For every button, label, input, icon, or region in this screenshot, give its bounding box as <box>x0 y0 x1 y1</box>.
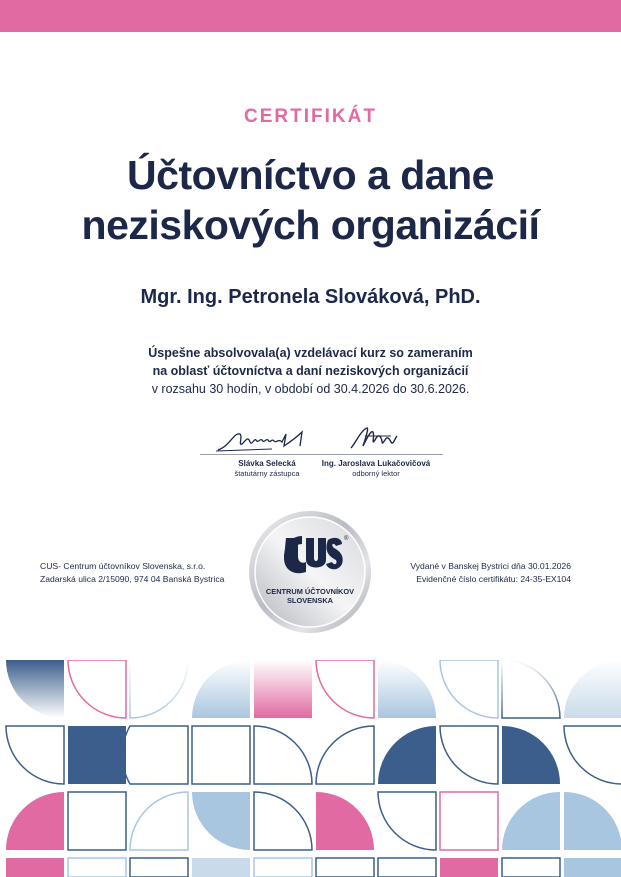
decorative-pattern <box>0 660 621 877</box>
course-title-line-2: neziskových organizácií <box>81 202 540 248</box>
recipient-name: Mgr. Ing. Petronela Slováková, PhD. <box>140 286 481 308</box>
seal-text-line-2: SLOVENSKA <box>287 596 333 605</box>
description-line-3: v rozsahu 30 hodín, v období od 30.4.2026 do 30.6.2026. <box>151 382 470 396</box>
signatory-role: odborný lektor <box>352 469 400 478</box>
issuer-info <box>40 560 224 586</box>
cus-seal-logo <box>248 510 372 634</box>
description-line-1: Úspešne absolvovala(a) vzdelávací kurz so zameraním <box>148 346 473 360</box>
certificate-number: Evidenčné číslo certifikátu: 24-35-EX104 <box>416 574 571 584</box>
top-accent-bar <box>0 0 621 32</box>
signatory-role: štatutárny zástupca <box>234 469 300 478</box>
course-title-line-1: Účtovníctvo a dane <box>127 152 494 198</box>
signature-block-lecturer <box>301 424 451 478</box>
course-title <box>0 150 621 250</box>
seal-text-line-1: CENTRUM ÚČTOVNÍKOV <box>265 587 355 596</box>
issuer-name: CUS- Centrum účtovníkov Slovenska, s.r.o. <box>40 561 206 571</box>
issue-place-date: Vydané v Banskej Bystrici dňa 30.01.2026 <box>410 561 571 571</box>
signatory-name: Ing. Jaroslava Lukačovičová <box>321 459 431 468</box>
certificate-kicker: CERTIFIKÁT <box>244 106 377 127</box>
signature-image <box>321 424 431 454</box>
signatory-name: Slávka Selecká <box>238 459 296 468</box>
issuer-address: Zadarská ulica 2/15090, 974 04 Banská Bystrica <box>40 574 225 584</box>
registered-mark: ® <box>344 536 349 542</box>
issue-info <box>410 560 571 586</box>
signature-line <box>309 454 443 455</box>
course-description <box>0 344 621 398</box>
description-line-2: na oblasť účtovníctva a daní neziskových organizácií <box>152 364 469 378</box>
